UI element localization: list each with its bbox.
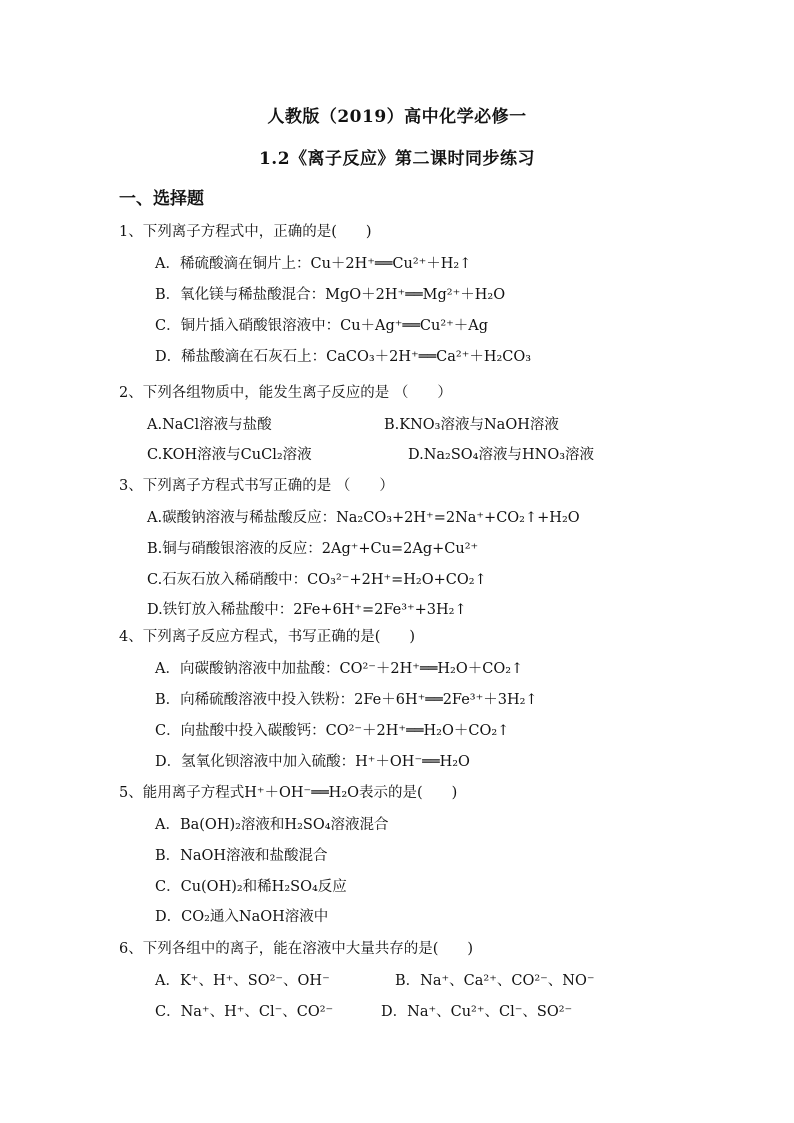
question-stem: 5、能用离子方程式H⁺＋OH⁻══H₂O表示的是( ) xyxy=(119,785,458,801)
option-b: B．氧化镁与稀盐酸混合：MgO＋2H⁺══Mg²⁺＋H₂O xyxy=(155,287,506,303)
question-stem: 1、下列离子方程式中，正确的是( ) xyxy=(119,224,372,240)
option-c: C．向盐酸中投入碳酸钙：CO²⁻＋2H⁺══H₂O＋CO₂↑ xyxy=(155,723,510,739)
question-stem: 6、下列各组中的离子，能在溶液中大量共存的是( ) xyxy=(119,941,474,957)
option-b: B.铜与硝酸银溶液的反应：2Ag⁺+Cu=2Ag+Cu²⁺ xyxy=(147,541,479,557)
question-stem: 2、下列各组物质中，能发生离子反应的是 （ ） xyxy=(119,385,452,401)
option-d: D.铁钉放入稀盐酸中：2Fe+6H⁺=2Fe³⁺+3H₂↑ xyxy=(147,602,467,618)
option-d: D．氢氧化钡溶液中加入硫酸：H⁺＋OH⁻══H₂O xyxy=(155,754,470,770)
option-c: C．Na⁺、H⁺、Cl⁻、CO²⁻ xyxy=(155,1004,334,1020)
option-c: C.KOH溶液与CuCl₂溶液 xyxy=(147,447,312,463)
option-c: C．Cu(OH)₂和稀H₂SO₄反应 xyxy=(155,879,347,895)
option-b: B.KNO₃溶液与NaOH溶液 xyxy=(384,417,559,433)
option-d: D．CO₂通入NaOH溶液中 xyxy=(155,909,329,925)
option-a: A．向碳酸钠溶液中加盐酸：CO²⁻＋2H⁺══H₂O＋CO₂↑ xyxy=(155,661,524,677)
option-a: A.碳酸钠溶液与稀盐酸反应：Na₂CO₃+2H⁺=2Na⁺+CO₂↑+H₂O xyxy=(147,510,580,526)
page-subtitle: 1.2《离子反应》第二课时同步练习 xyxy=(258,149,536,169)
option-a: A.NaCl溶液与盐酸 xyxy=(147,417,272,433)
option-d: D.Na₂SO₄溶液与HNO₃溶液 xyxy=(408,447,595,463)
option-d: D．稀盐酸滴在石灰石上：CaCO₃＋2H⁺══Ca²⁺＋H₂CO₃ xyxy=(155,349,532,365)
option-b: B．Na⁺、Ca²⁺、CO²⁻、NO⁻ xyxy=(395,973,595,989)
option-c: C.石灰石放入稀硝酸中：CO₃²⁻+2H⁺=H₂O+CO₂↑ xyxy=(147,572,487,588)
section-heading: 一、选择题 xyxy=(119,189,204,209)
question-stem: 4、下列离子反应方程式，书写正确的是( ) xyxy=(119,629,416,645)
option-a: A．K⁺、H⁺、SO²⁻、OH⁻ xyxy=(155,973,330,989)
option-b: B．NaOH溶液和盐酸混合 xyxy=(155,848,328,864)
page-title: 人教版（2019）高中化学必修一 xyxy=(267,107,527,127)
option-c: C．铜片插入硝酸银溶液中：Cu＋Ag⁺══Cu²⁺＋Ag xyxy=(155,318,489,334)
option-a: A．Ba(OH)₂溶液和H₂SO₄溶液混合 xyxy=(155,817,389,833)
option-b: B．向稀硫酸溶液中投入铁粉：2Fe＋6H⁺══2Fe³⁺＋3H₂↑ xyxy=(155,692,538,708)
option-d: D．Na⁺、Cu²⁺、Cl⁻、SO²⁻ xyxy=(381,1004,573,1020)
option-a: A．稀硫酸滴在铜片上：Cu＋2H⁺══Cu²⁺＋H₂↑ xyxy=(155,256,472,272)
question-stem: 3、下列离子方程式书写正确的是 （ ） xyxy=(119,478,394,494)
